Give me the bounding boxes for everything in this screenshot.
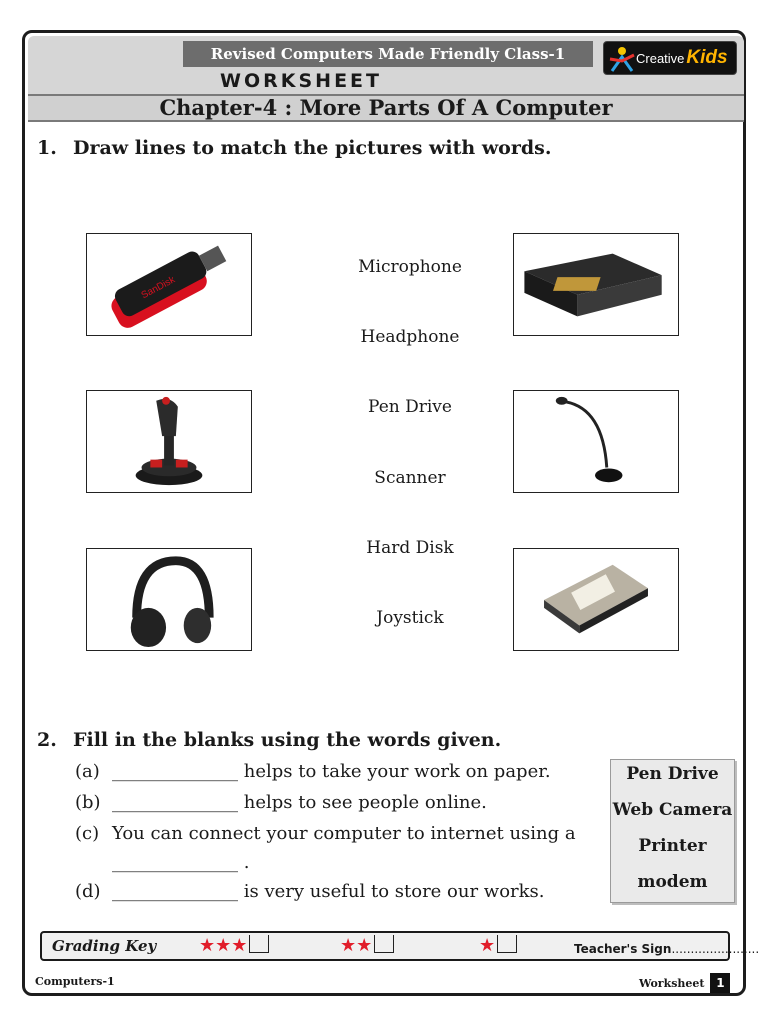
match-word-pen-drive: Pen Drive [368,397,452,417]
logo-figure-icon [608,45,636,73]
fill-blank-c-line [75,852,249,873]
footer-subject: Computers-1 [35,975,115,988]
fill-blank-a [75,761,551,782]
question-2 [37,729,501,751]
item-label: (b) [75,792,101,813]
word-box [610,759,735,903]
picture-joystick [86,390,252,493]
creative-kids-logo [603,41,737,75]
item-text: helps to take your work on paper. [238,761,551,782]
question-number: 2. [37,729,57,751]
picture-microphone [513,390,679,493]
logo-kids-text: Kids [686,47,728,68]
one-star-rating [479,935,517,956]
chapter-title: Chapter-4 : More Parts Of A Computer [28,94,744,122]
word-option: Web Camera [612,800,733,820]
match-word-scanner: Scanner [374,468,446,488]
question-1 [37,137,551,159]
hard-disk-icon [514,549,678,650]
blank-line[interactable]: ______________ [112,761,238,782]
two-star-rating [340,935,394,956]
fill-blank-c [75,823,576,844]
item-text: . [238,852,250,873]
star-icon: ★★★ [199,935,248,956]
worksheet-title: WORKSHEET [220,70,382,92]
picture-headphone [86,548,252,651]
match-word-headphone: Headphone [360,327,460,347]
grading-key [40,931,760,961]
item-label: (d) [75,881,101,902]
picture-scanner [513,233,679,336]
headphone-icon [87,549,251,650]
header-band [28,36,744,120]
item-label: (c) [75,823,100,844]
blank-line[interactable]: ______________ [112,881,238,902]
blank-line[interactable]: ______________ [112,852,238,873]
logo-text: Creative [636,51,685,66]
svg-text:SanDisk: SanDisk [139,274,177,302]
tick-box[interactable] [497,935,517,953]
worksheet-frame [22,30,760,996]
match-word-hard-disk: Hard Disk [366,538,454,558]
pen-drive-icon [87,234,251,335]
word-option: Pen Drive [626,764,719,784]
three-star-rating [199,935,269,956]
page-number: 1 [710,973,730,993]
joystick-icon [87,391,251,492]
fill-blank-d [75,881,545,902]
series-title: Revised Computers Made Friendly Class-1 [183,41,593,67]
footer-label: Worksheet 1 [639,973,730,993]
word-option: Printer [638,836,707,856]
item-label: (a) [75,761,100,782]
star-icon: ★★ [340,935,373,956]
item-text: You can connect your computer to internet using a [112,823,576,844]
teacher-sign: Teacher's Sign....................... [574,942,760,956]
microphone-icon [514,391,678,492]
picture-hard-disk [513,548,679,651]
blank-line[interactable]: ______________ [112,792,238,813]
question-text: Fill in the blanks using the words given. [73,729,502,751]
item-text: helps to see people online. [238,792,487,813]
fill-blank-b [75,792,487,813]
picture-pen-drive [86,233,252,336]
question-text: Draw lines to match the pictures with words. [73,137,552,159]
star-icon: ★ [479,935,496,956]
grading-key-label: Grading Key [52,937,157,955]
scanner-icon [514,234,678,335]
question-number: 1. [37,137,57,159]
match-word-joystick: Joystick [376,608,444,628]
tick-box[interactable] [249,935,269,953]
word-option: modem [637,872,708,892]
item-text: is very useful to store our works. [238,881,545,902]
tick-box[interactable] [374,935,394,953]
match-word-microphone: Microphone [358,257,462,277]
